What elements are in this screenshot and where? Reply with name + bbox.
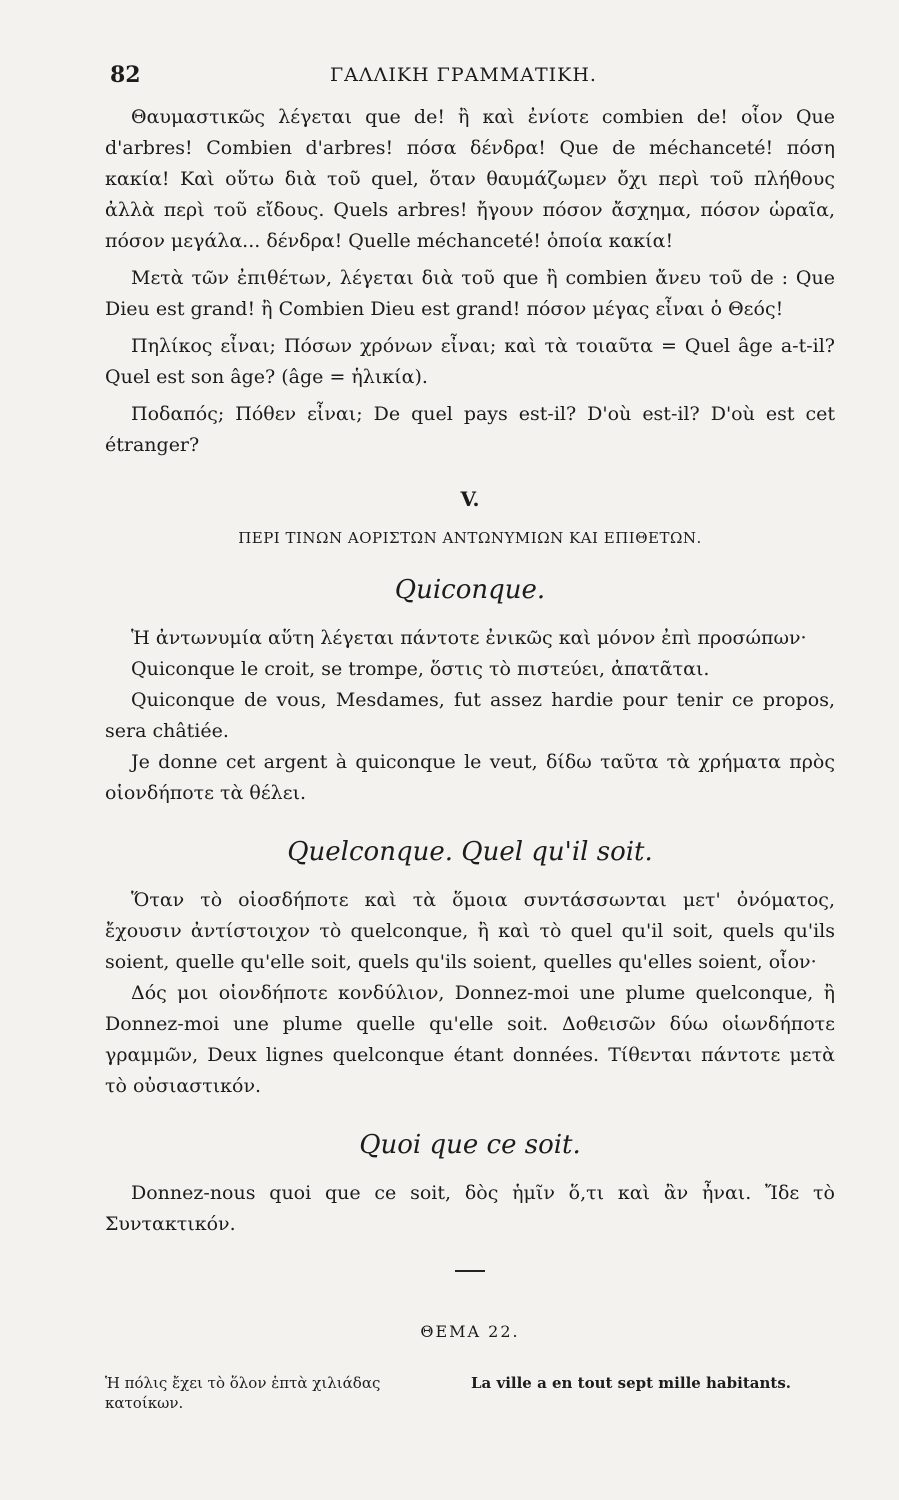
theme-title: ΘΕΜΑ 22.	[420, 1322, 520, 1341]
paragraph-exclamation: Θαυμαστικῶς λέγεται que de! ἢ καὶ ἐνίοτε combien de! οἷον Que d'arbres! Combien d'arbres! πόσα δένδρα! Que de méchanceté! πόση κακία! Καὶ οὕτω διὰ τοῦ quel, ὅταν θαυμάζωμεν ὄχι περὶ τοῦ πλήθους ἀλλὰ περὶ τοῦ εἴδους. Quels arbres! ἤγουν πόσον ἄσχημα, πόσον ὡραῖα, πόσον μεγάλα... δένδρα! Quelle méchanceté! ὁποία κακία!	[105, 106, 835, 252]
paragraph-age: Πηλίκος εἶναι; Πόσων χρόνων εἶναι; καὶ τὰ τοιαῦτα = Quel âge a-t-il? Quel est son âge? (âge = ἡλικία).	[105, 335, 835, 388]
quelconque-line: Ὅταν τὸ οἱοσδήποτε καὶ τὰ ὅμοια συντάσσωνται μετ' ὀνόματος, ἔχουσιν ἀντίστοιχον τὸ quelconque, ἢ καὶ τὸ quel qu'il soit, quels qu'ils soient, quelle qu'elle soit, quels qu'ils soient, quelles qu'elles soient, οἷον·	[105, 889, 835, 973]
running-title: ΓΑΛΛΙΚΗ ΓΡΑΜΜΑΤΙΚΗ.	[330, 64, 597, 86]
quelconque-line: Δός μοι οἱονδήποτε κονδύλιον, Donnez-moi une plume quelconque, ἢ Donnez-moi une plume quelle qu'elle soit. Δοθεισῶν δύω οἱωνδήποτε γραμμῶν, Deux lignes quelconque étant données. Τίθενται πάντοτε μετὰ τὸ οὐσιαστικόν.	[105, 982, 835, 1097]
quiconque-line: Quiconque de vous, Mesdames, fut assez hardie pour tenir ce propos, sera châtiée.	[105, 689, 835, 742]
section-title: ΠΕΡΙ ΤΙΝΩΝ ΑΟΡΙΣΤΩΝ ΑΝΤΩΝΥΜΙΩΝ ΚΑΙ ΕΠΙΘΕΤΩΝ.	[238, 529, 702, 547]
heading-quiconque: Quiconque.	[394, 575, 546, 605]
quiconque-line: Je donne cet argent à quiconque le veut, δίδω ταῦτα τὰ χρήματα πρὸς οἱονδήποτε τὰ θέλει.	[105, 751, 835, 804]
paragraph-adjectives: Μετὰ τῶν ἐπιθέτων, λέγεται διὰ τοῦ que ἢ combien ἄνευ τοῦ de : Que Dieu est grand! ἢ Combien Dieu est grand! πόσον μέγας εἶναι ὁ Θεός!	[105, 267, 835, 320]
page-number: 82	[110, 62, 141, 88]
heading-quoi: Quoi que ce soit.	[359, 1130, 581, 1160]
heading-quelconque: Quelconque. Quel qu'il soit.	[287, 837, 653, 867]
page-header	[110, 62, 840, 92]
exercise-greek: Ἡ πόλις ἔχει τὸ ὅλον ἑπτὰ χιλιάδας κατοίκων.	[105, 1374, 381, 1412]
exercise-french: La ville a en tout sept mille habitants.	[471, 1374, 791, 1392]
page-body	[105, 102, 835, 1413]
separator-dash	[455, 1270, 485, 1272]
quiconque-line: Quiconque le croit, se trompe, ὅστις τὸ πιστεύει, ἀπατᾶται.	[131, 658, 710, 680]
exercise-row	[105, 1373, 835, 1413]
paragraph-origin: Ποδαπός; Πόθεν εἶναι; De quel pays est-il? D'où est-il? D'où est cet étranger?	[105, 403, 835, 456]
section-number: V.	[460, 487, 480, 511]
quoi-line: Donnez-nous quoi que ce soit, δὸς ἡμῖν ὅ,τι καὶ ἂν ἦναι. Ἴδε τὸ Συντακτικόν.	[105, 1182, 835, 1235]
quiconque-line: Ἡ ἀντωνυμία αὕτη λέγεται πάντοτε ἐνικῶς καὶ μόνον ἐπὶ προσώπων·	[131, 627, 807, 649]
